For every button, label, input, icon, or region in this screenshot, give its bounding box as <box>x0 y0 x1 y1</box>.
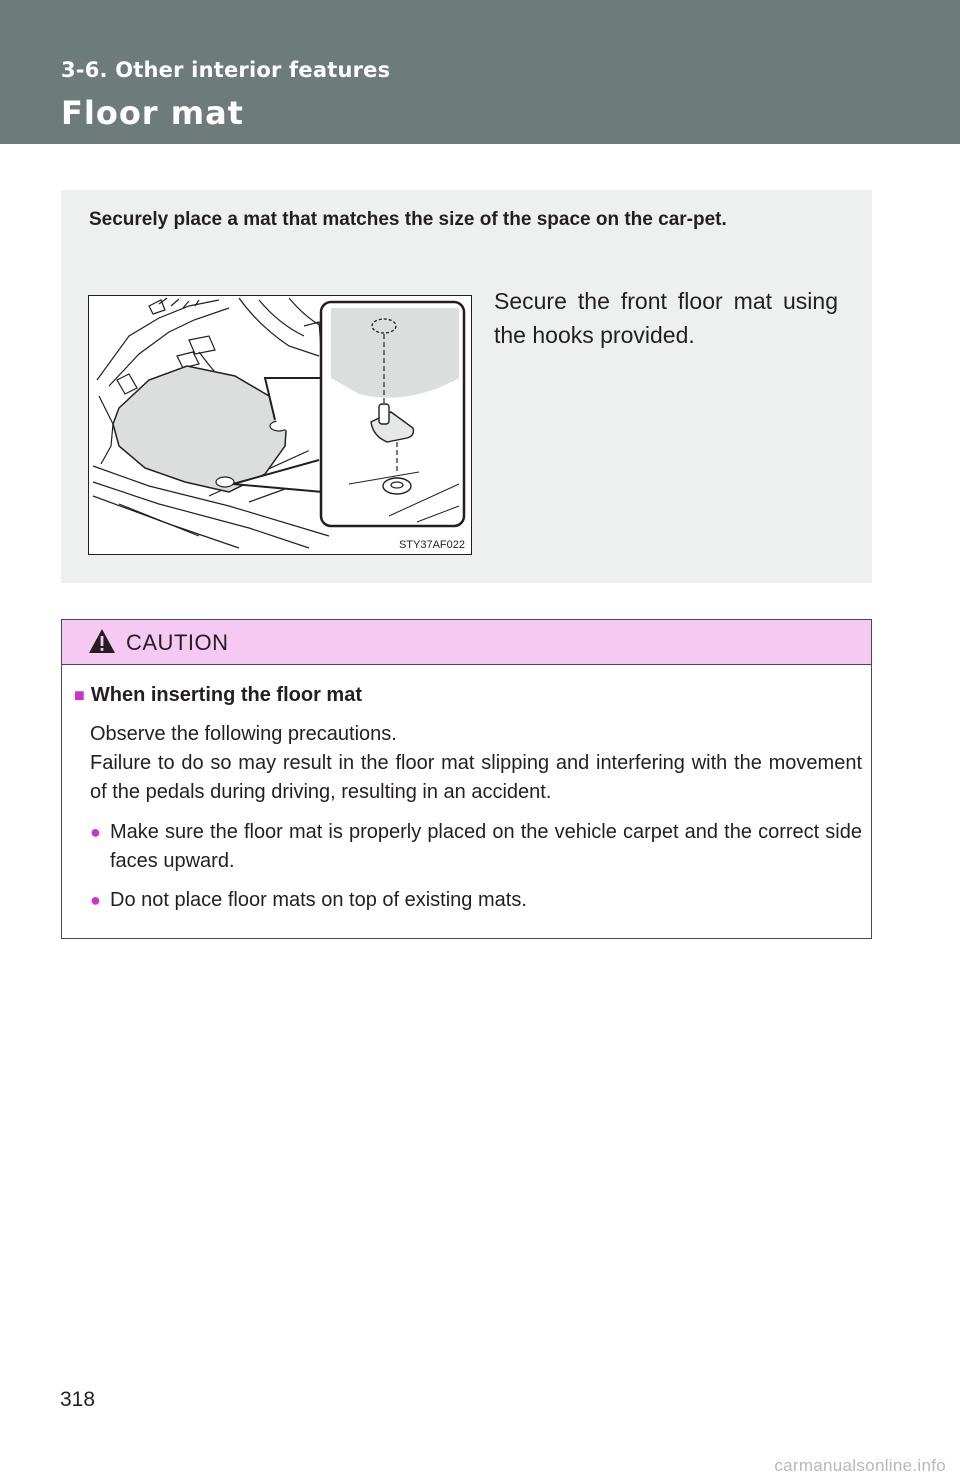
caution-subheading <box>74 684 362 707</box>
caution-bullet <box>90 818 862 876</box>
caution-title: CAUTION <box>126 630 229 655</box>
floor-mat-shape <box>113 366 287 492</box>
caution-bullet <box>90 886 862 915</box>
round-bullet-icon: ● <box>90 822 101 842</box>
caution-line: Failure to do so may result in the floor mat slipping and interfering with the movement of the pedals during driving, resulting in an accident. <box>90 752 862 803</box>
caution-header <box>62 620 871 665</box>
caution-box <box>61 619 872 939</box>
info-box <box>61 190 872 583</box>
warning-triangle-icon <box>88 628 116 654</box>
floor-mat-drawing <box>89 296 471 554</box>
hook-instruction: Secure the front floor mat using the hooks provided. <box>494 288 838 348</box>
caution-subheading-text: When inserting the floor mat <box>90 684 362 706</box>
caution-paragraph <box>90 720 862 807</box>
page-number: 318 <box>60 1388 96 1411</box>
caution-bullet-text: Do not place floor mats on top of existing mats. <box>110 889 527 911</box>
figure-code: STY37AF022 <box>398 539 465 551</box>
caution-bullet-text: Make sure the floor mat is properly placed on the vehicle carpet and the correct side faces upward. <box>110 821 862 872</box>
watermark: carmanualsonline.info <box>774 1456 946 1475</box>
intro-text: Securely place a mat that matches the size of the space on the car-pet. <box>89 209 727 230</box>
floor-mat-illustration <box>88 295 472 555</box>
page-header <box>0 0 960 144</box>
round-bullet-icon: ● <box>90 890 101 910</box>
square-bullet-icon: ■ <box>74 685 85 705</box>
page-title: Floor mat <box>61 94 244 132</box>
section-label: 3-6. Other interior features <box>61 58 391 82</box>
caution-line: Observe the following precautions. <box>90 723 397 745</box>
